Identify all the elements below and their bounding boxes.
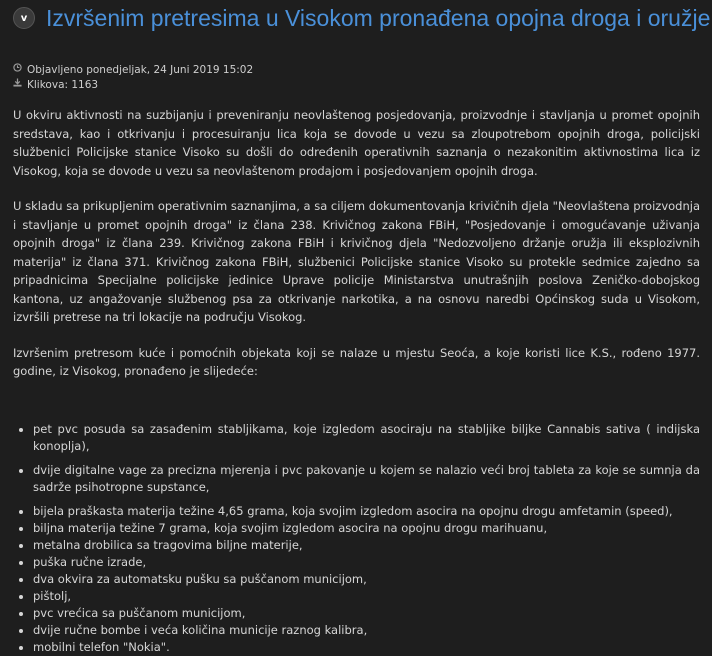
published-row (13, 63, 253, 78)
clicks-row (13, 78, 253, 93)
list-item: dva okvira za automatsku pušku sa puščanom municijom, (33, 571, 700, 588)
paragraph: Izvršenim pretresom kuće i pomoćnih objekata koji se nalaze u mjestu Seoća, a koje koristi lice K.S., rođeno 1977. godine, iz Visokog, pronađeno je slijedeće: (13, 345, 700, 378)
list-item: bijela praškasta materija težine 4,65 grama, koja svojim izgledom asocira na opojnu drogu amfetamin (speed), (33, 503, 700, 520)
list-item: dvije ručne bombe i veća količina municije raznog kalibra, (33, 622, 700, 639)
published-date: Objavljeno ponedjeljak, 24 Juni 2019 15:02 (27, 64, 254, 76)
paragraph: U okviru aktivnosti na suzbijanju i preveniranju neovlaštenog posjedovanja, proizvodnje i stavljanja u promet opojnih sredstava, kao i otkrivanju i procesuiranju lica koja se dovode u vezu sa zloupotrebom opojnih droga, policijski službenici Policijske stanice Visoko su došli do određenih operativnih saznanja o nezakonitim aktivnostima lica iz Visokog, koja se dovode u vezu sa neovlaštenom prodajom i posjedovanjem opojnih droga. (13, 108, 700, 178)
toggle-badge[interactable]: v (13, 7, 35, 29)
click-count: Klikova: 1163 (27, 79, 99, 91)
list-item: pištolj, (33, 588, 700, 605)
download-icon (13, 78, 24, 93)
paragraph: U skladu sa prikupljenim operativnim saznanjima, a sa ciljem dokumentovanja krivičnih djela "Neovlaštena proizvodnja i stavljanje u promet opojnih droga" iz člana 238. Krivičnog zakona FBiH, "Posjedovanje i omogućavanje uživanja opojnih droga" iz člana 239. Krivičnog zakona FBiH i krivičnog djela "Nedozvoljeno držanje oružja ili eksplozivnih materija" iz člana 371. Krivičnog zakona FBiH, službenici Policijske stanice Visoko su protekle sedmice zajedno sa pripadnicima Specijalne policijske jedinice Uprave policije Ministarstva unutrašnjih poslova Zeničko-dobojskog kantona, uz angažovanje službenog psa za otkrivanje narkotika, a na osnovu naredbi Općinskog suda u Visokom, izvršili pretrese na tri lokacije na području Visokog. (13, 199, 700, 324)
article-title[interactable]: Izvršenim pretresima u Visokom pronađena opojna droga i oružje (46, 5, 711, 31)
list-item: mobilni telefon "Nokia". (33, 639, 700, 656)
article-meta (13, 63, 253, 93)
evidence-list (13, 421, 700, 656)
article-body (13, 106, 700, 656)
article-header (13, 4, 711, 32)
list-item: biljna materija težine 7 grama, koja svojim izgledom asocira na opojnu drogu marihuanu, (33, 520, 700, 537)
list-item: pet pvc posuda sa zasađenim stabljikama, koje izgledom asociraju na stabljike biljke Cannabis sativa ( indijska konoplja), (33, 421, 700, 453)
list-item: metalna drobilica sa tragovima biljne materije, (33, 537, 700, 554)
list-item: dvije digitalne vage za precizna mjerenja i pvc pakovanje u kojem se nalazio veći broj tableta za koje se sumnja da sadrže psihotropne supstance, (33, 462, 700, 494)
list-item: pvc vrećica sa puščanom municijom, (33, 605, 700, 622)
list-item: puška ručne izrade, (33, 554, 700, 571)
clock-icon (13, 63, 24, 78)
